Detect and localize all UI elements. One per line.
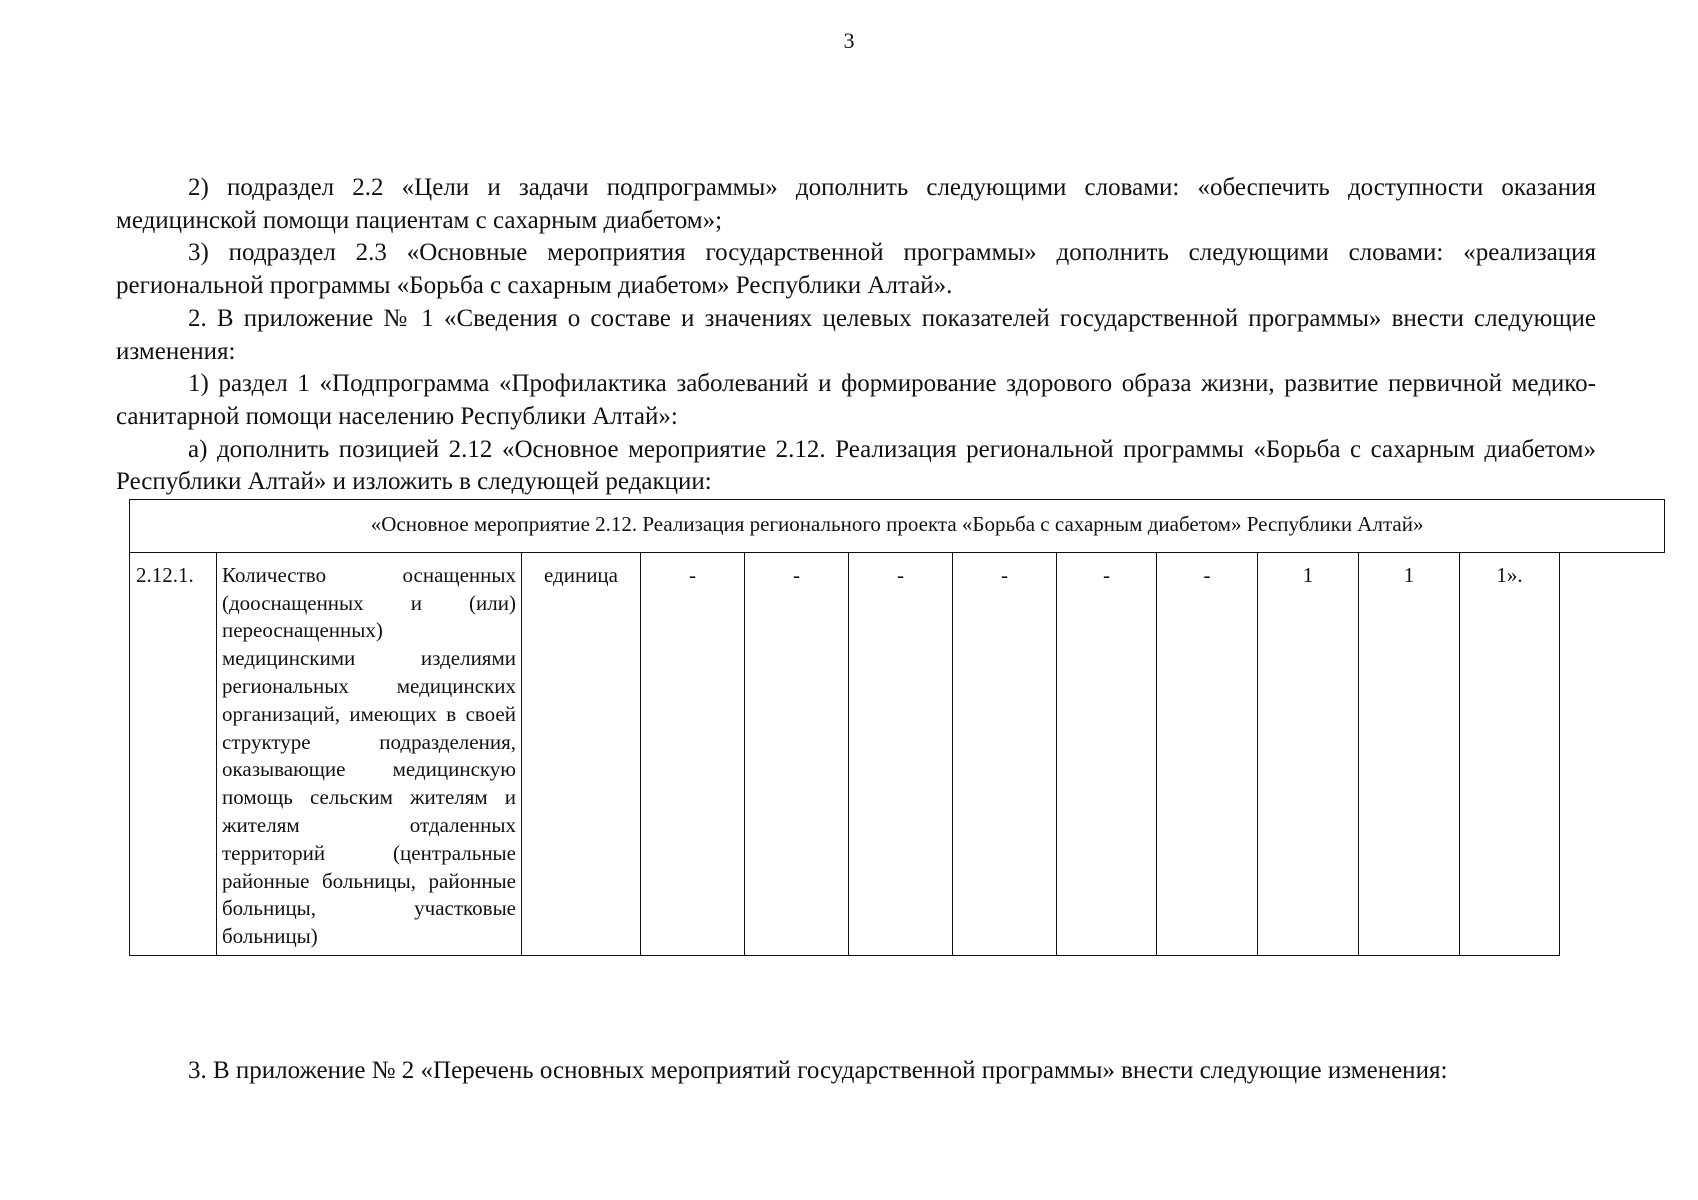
value-cell: - <box>1057 552 1157 955</box>
table-header-cell: «Основное мероприятие 2.12. Реализация регионального проекта «Борьба с сахарным диабетом» Республики Алтай» <box>130 500 1665 553</box>
value-cell: - <box>953 552 1057 955</box>
row-unit-cell: единица <box>522 552 641 955</box>
paragraph-subsection-2-3: 3) подраздел 2.3 «Основные мероприятия государственной программы» дополнить следующими словами: «реализация региональной программы «Борьба с сахарным диабетом» Республики Алтай». <box>116 239 1596 300</box>
paragraph-appendix-1: 2. В приложение № 1 «Сведения о составе и значениях целевых показателей государственной программы» внести следующие изменения: <box>116 304 1596 365</box>
document-body-continued <box>116 1055 1596 1088</box>
page-number: 3 <box>843 28 855 53</box>
value-cell: 1». <box>1460 552 1560 955</box>
value-cell: - <box>641 552 745 955</box>
value-cell: 1 <box>1359 552 1460 955</box>
table-row <box>130 552 1665 955</box>
row-number-cell: 2.12.1. <box>130 552 217 955</box>
paragraph-appendix-2: 3. В приложение № 2 «Перечень основных мероприятий государственной программы» внести следующие изменения: <box>188 1057 1448 1084</box>
row-description-cell: Количество оснащенных (дооснащенных и (или) переоснащенных) медицинскими изделиями региональных медицинских организаций, имеющих в своей структуре подразделения, оказывающие медицинскую помощь сельским жителям и жителям отдаленных территорий (центральные районные больницы, районные больницы, участковые больницы) <box>217 552 522 955</box>
value-cell: 1 <box>1258 552 1359 955</box>
paragraph-subsection-2-2: 2) подраздел 2.2 «Цели и задачи подпрограммы» дополнить следующими словами: «обеспечить доступности оказания медицинской помощи пациентам с сахарным диабетом»; <box>116 174 1596 234</box>
value-cell: - <box>849 552 953 955</box>
value-cell: - <box>745 552 849 955</box>
document-body <box>116 172 1596 499</box>
value-cell: - <box>1157 552 1258 955</box>
paragraph-section-1: 1) раздел 1 «Подпрограмма «Профилактика заболеваний и формирование здорового образа жизни, развитие первичной медико-санитарной помощи населению Республики Алтай»: <box>116 370 1596 430</box>
table-header-row <box>130 500 1665 553</box>
paragraph-position-2-12: а) дополнить позицией 2.12 «Основное мероприятие 2.12. Реализация региональной программы «Борьба с сахарным диабетом» Республики Алтай» и изложить в следующей редакции: <box>116 435 1596 496</box>
indicator-table <box>129 499 1665 956</box>
